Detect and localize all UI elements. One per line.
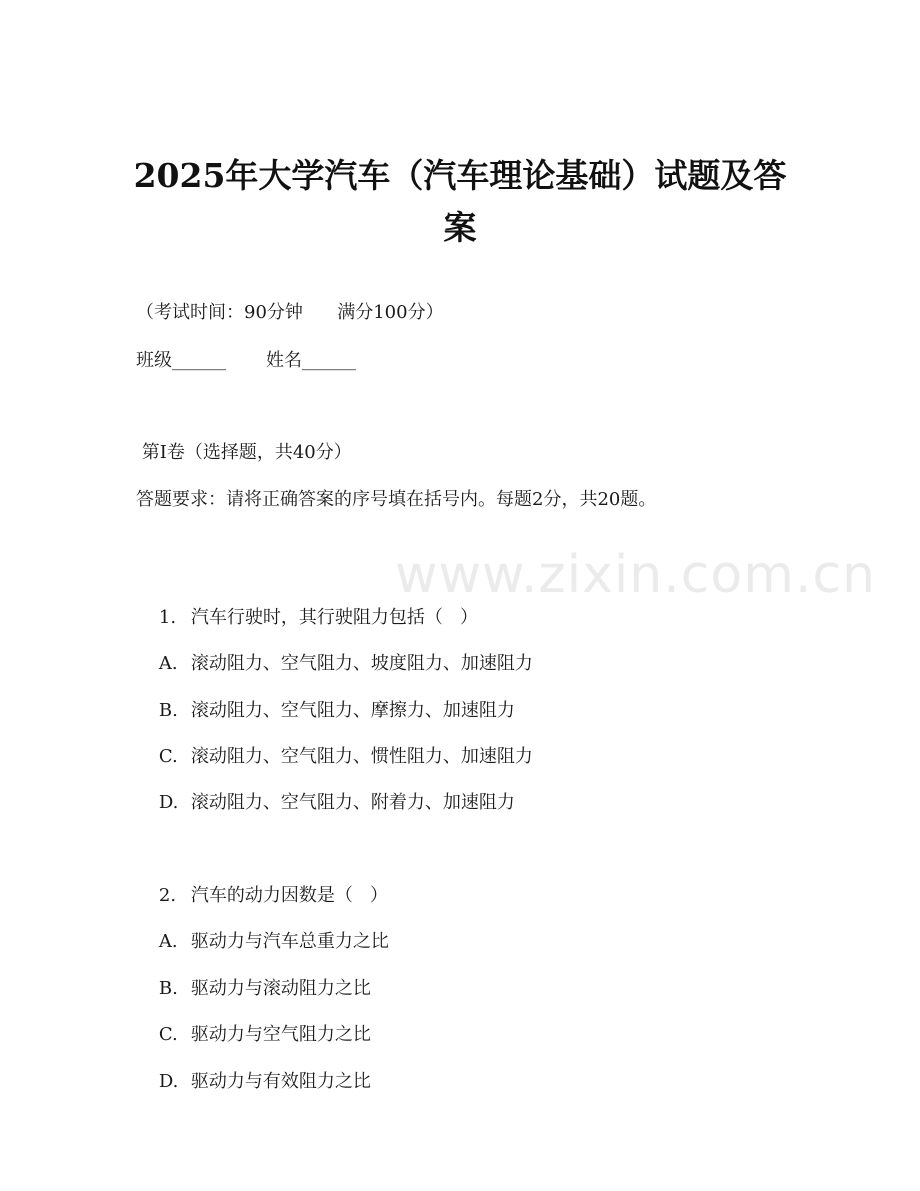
document-title-line-2: 案 <box>443 208 477 247</box>
question-text: 汽车行驶时，其行驶阻力包括（ ） <box>190 607 479 628</box>
question-number: 2. <box>158 885 177 906</box>
option-text: 驱动力与滚动阻力之比 <box>190 978 371 999</box>
option-text: 滚动阻力、空气阻力、坡度阻力、加速阻力 <box>190 653 533 674</box>
document-title-line-1: 2025年大学汽车（汽车理论基础）试题及答 <box>133 156 787 195</box>
option-letter: A. <box>158 931 178 952</box>
section-header: 第I卷（选择题，共40分） <box>136 442 352 463</box>
option-text: 驱动力与空气阻力之比 <box>190 1024 371 1045</box>
answer-instructions: 答题要求：请将正确答案的序号填在括号内。每题2分，共20题。 <box>136 489 657 510</box>
question-text: 汽车的动力因数是（ ） <box>190 885 389 906</box>
option-text: 滚动阻力、空气阻力、惯性阻力、加速阻力 <box>190 746 533 767</box>
answer-option <box>136 764 515 842</box>
question-number: 1. <box>158 607 177 628</box>
class-name-line: 班级______ 姓名______ <box>136 350 357 371</box>
option-letter: B. <box>158 700 178 721</box>
option-text: 滚动阻力、空气阻力、附着力、加速阻力 <box>190 792 515 813</box>
option-letter: A. <box>158 653 178 674</box>
option-letter: C. <box>158 1024 178 1045</box>
option-letter: B. <box>158 978 178 999</box>
answer-option <box>136 1043 371 1121</box>
option-text: 滚动阻力、空气阻力、摩擦力、加速阻力 <box>190 700 515 721</box>
option-text: 驱动力与有效阻力之比 <box>190 1071 371 1092</box>
watermark-text: www.zixin.com.cn <box>395 545 876 605</box>
exam-info: （考试时间：90分钟 满分100分） <box>136 302 444 323</box>
option-letter: D. <box>158 792 179 813</box>
option-letter: D. <box>158 1071 179 1092</box>
option-text: 驱动力与汽车总重力之比 <box>190 931 389 952</box>
option-letter: C. <box>158 746 178 767</box>
